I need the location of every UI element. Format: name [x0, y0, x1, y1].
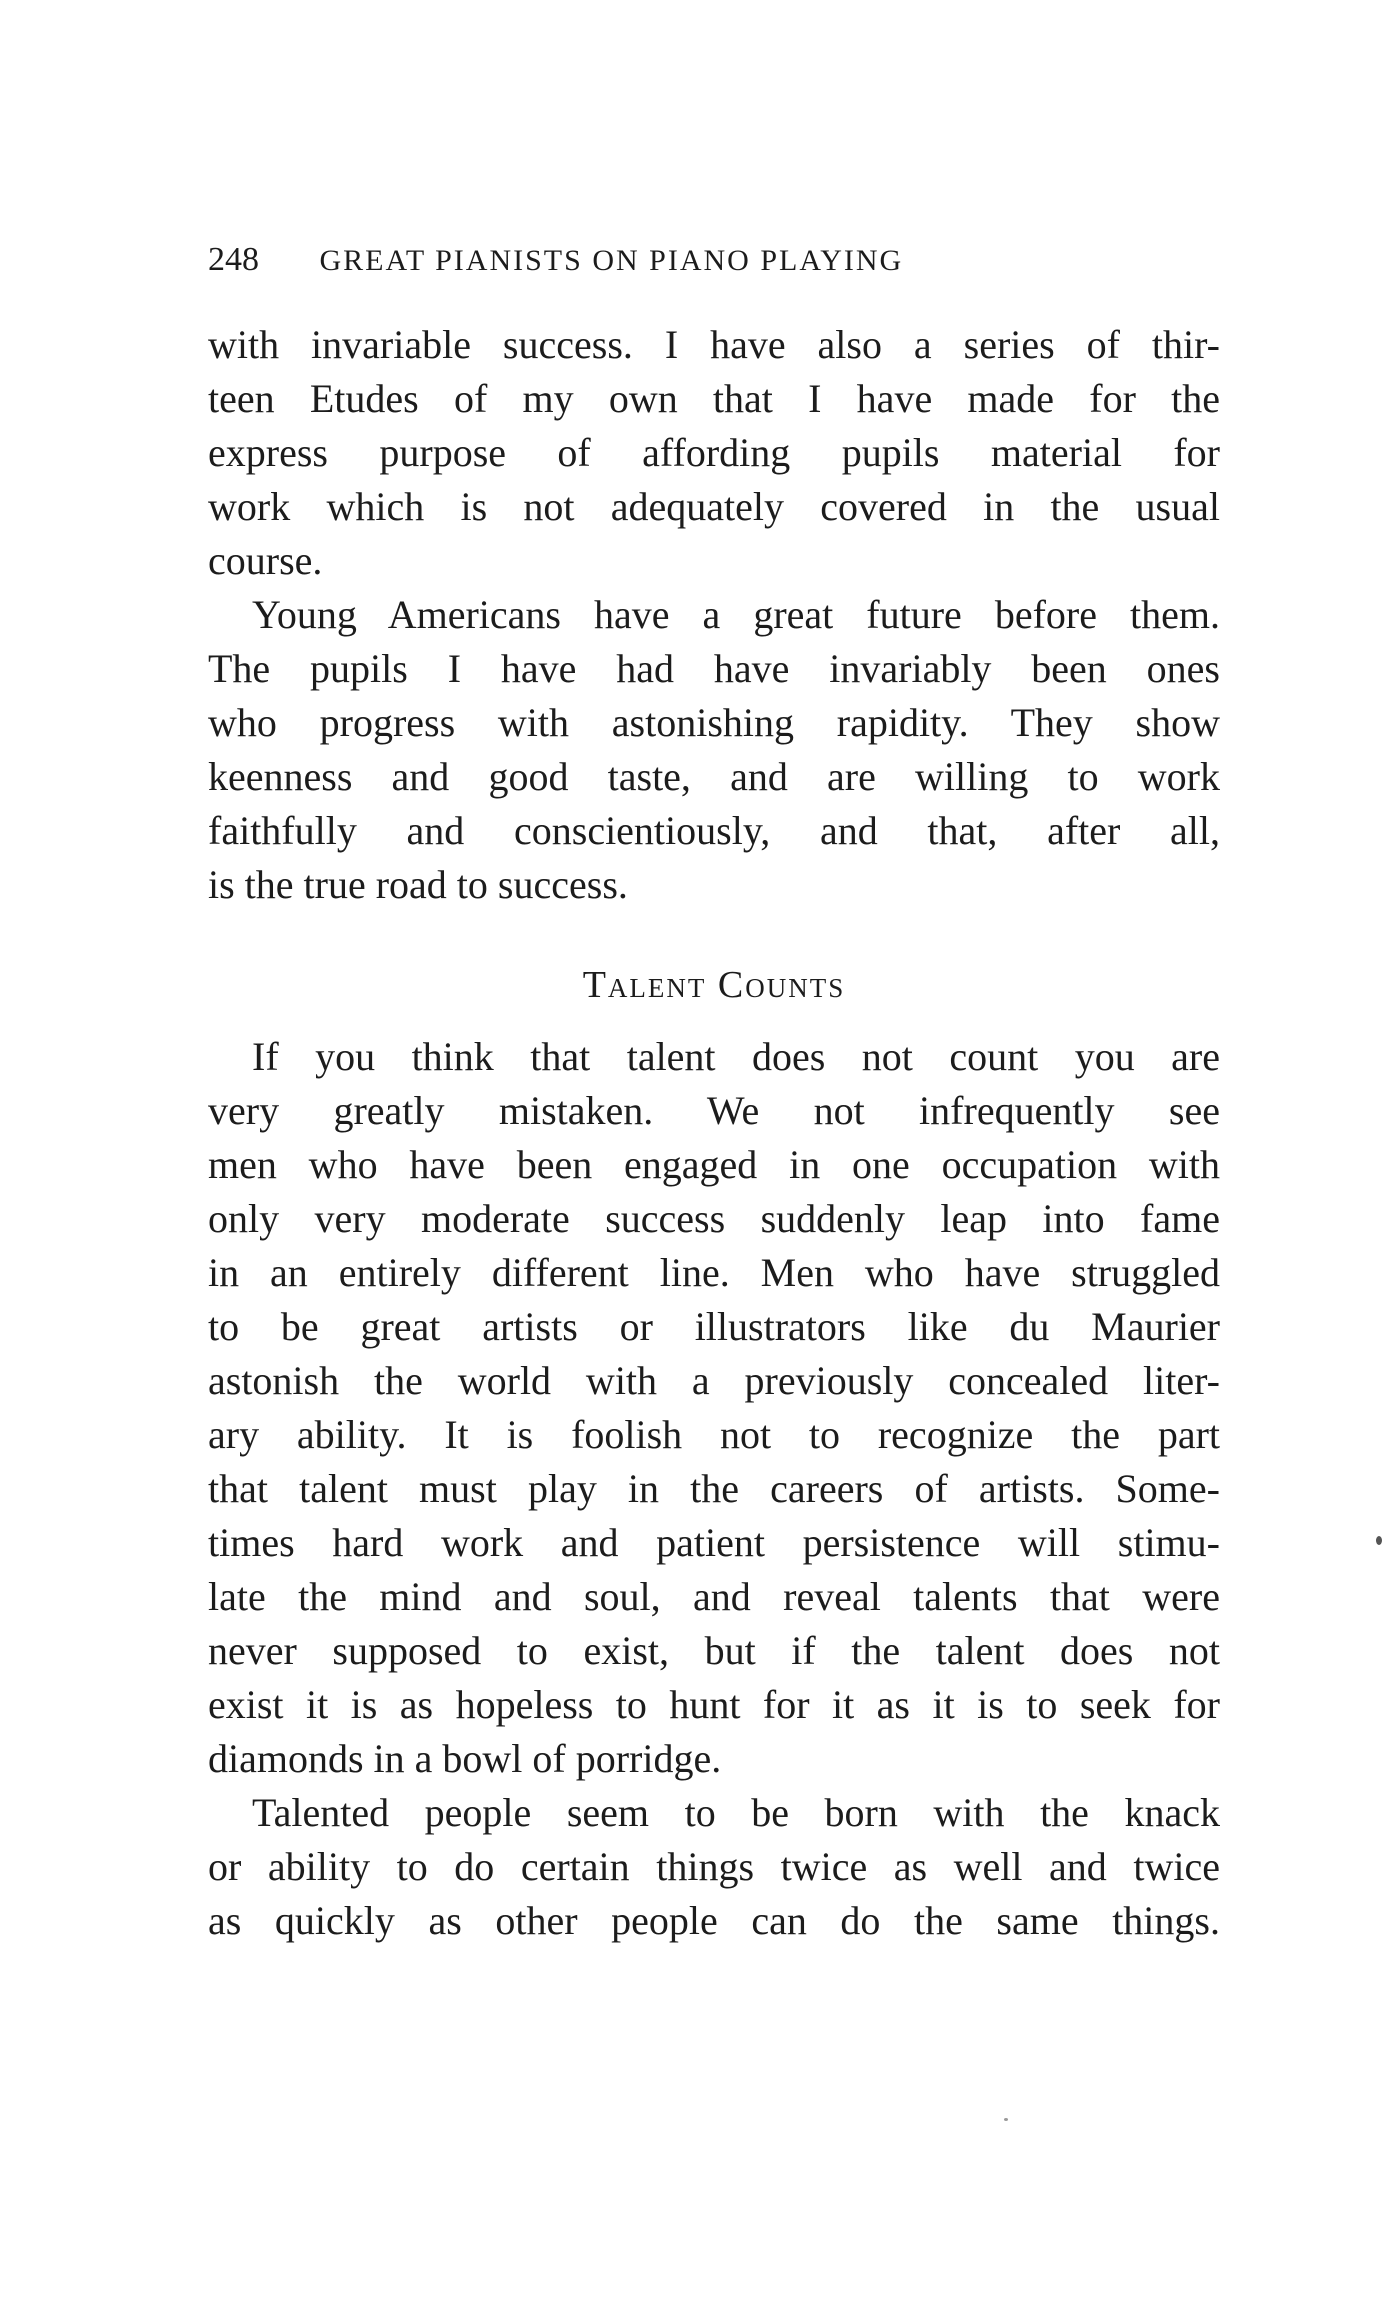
page-number: 248 [208, 241, 259, 278]
text-line: with invariable success. I have also a series of thir- [208, 322, 1220, 367]
text-line: in an entirely different line. Men who have struggled [208, 1250, 1220, 1295]
text-line: course. [208, 538, 323, 583]
text-line: astonish the world with a previously concealed liter- [208, 1358, 1220, 1403]
text-line: or ability to do certain things twice as well and twice [208, 1844, 1220, 1889]
text-line: Talented people seem to be born with the knack [252, 1790, 1220, 1835]
text-line: that talent must play in the careers of artists. Some- [208, 1466, 1220, 1511]
paragraph [208, 1786, 1220, 1948]
paragraph [208, 588, 1220, 912]
text-line: to be great artists or illustrators like du Maurier [208, 1304, 1220, 1349]
scan-speck [1004, 2118, 1008, 2121]
text-line: times hard work and patient persistence will stimu- [208, 1520, 1220, 1565]
text-line: only very moderate success suddenly leap into fame [208, 1196, 1220, 1241]
text-line: If you think that talent does not count you are [252, 1034, 1220, 1079]
running-title: GREAT PIANISTS ON PIANO PLAYING [319, 244, 904, 277]
text-line: never supposed to exist, but if the talent does not [208, 1628, 1220, 1673]
running-head [208, 240, 1220, 281]
text-line: work which is not adequately covered in the usual [208, 484, 1220, 529]
text-line: The pupils I have had have invariably been ones [208, 646, 1220, 691]
text-line: late the mind and soul, and reveal talents that were [208, 1574, 1220, 1619]
text-line: diamonds in a bowl of porridge. [208, 1736, 722, 1781]
text-line: express purpose of affording pupils material for [208, 430, 1220, 475]
text-line: as quickly as other people can do the same things. [208, 1898, 1220, 1943]
scan-speck [1376, 1536, 1382, 1545]
text-line: exist it is as hopeless to hunt for it as it is to seek for [208, 1682, 1220, 1727]
text-line: very greatly mistaken. We not infrequently see [208, 1088, 1220, 1133]
text-line: faithfully and conscientiously, and that, after all, [208, 808, 1220, 853]
section-heading: Talent Counts [582, 964, 846, 1006]
paragraph [208, 1030, 1220, 1786]
text-line: men who have been engaged in one occupation with [208, 1142, 1220, 1187]
body-text [208, 318, 1220, 1948]
paragraph [208, 318, 1220, 588]
text-line: who progress with astonishing rapidity. They show [208, 700, 1220, 745]
text-line: ary ability. It is foolish not to recognize the part [208, 1412, 1220, 1457]
text-line: is the true road to success. [208, 862, 628, 907]
text-line: Young Americans have a great future before them. [252, 592, 1220, 637]
text-line: keenness and good taste, and are willing to work [208, 754, 1220, 799]
text-line: teen Etudes of my own that I have made for the [208, 376, 1220, 421]
